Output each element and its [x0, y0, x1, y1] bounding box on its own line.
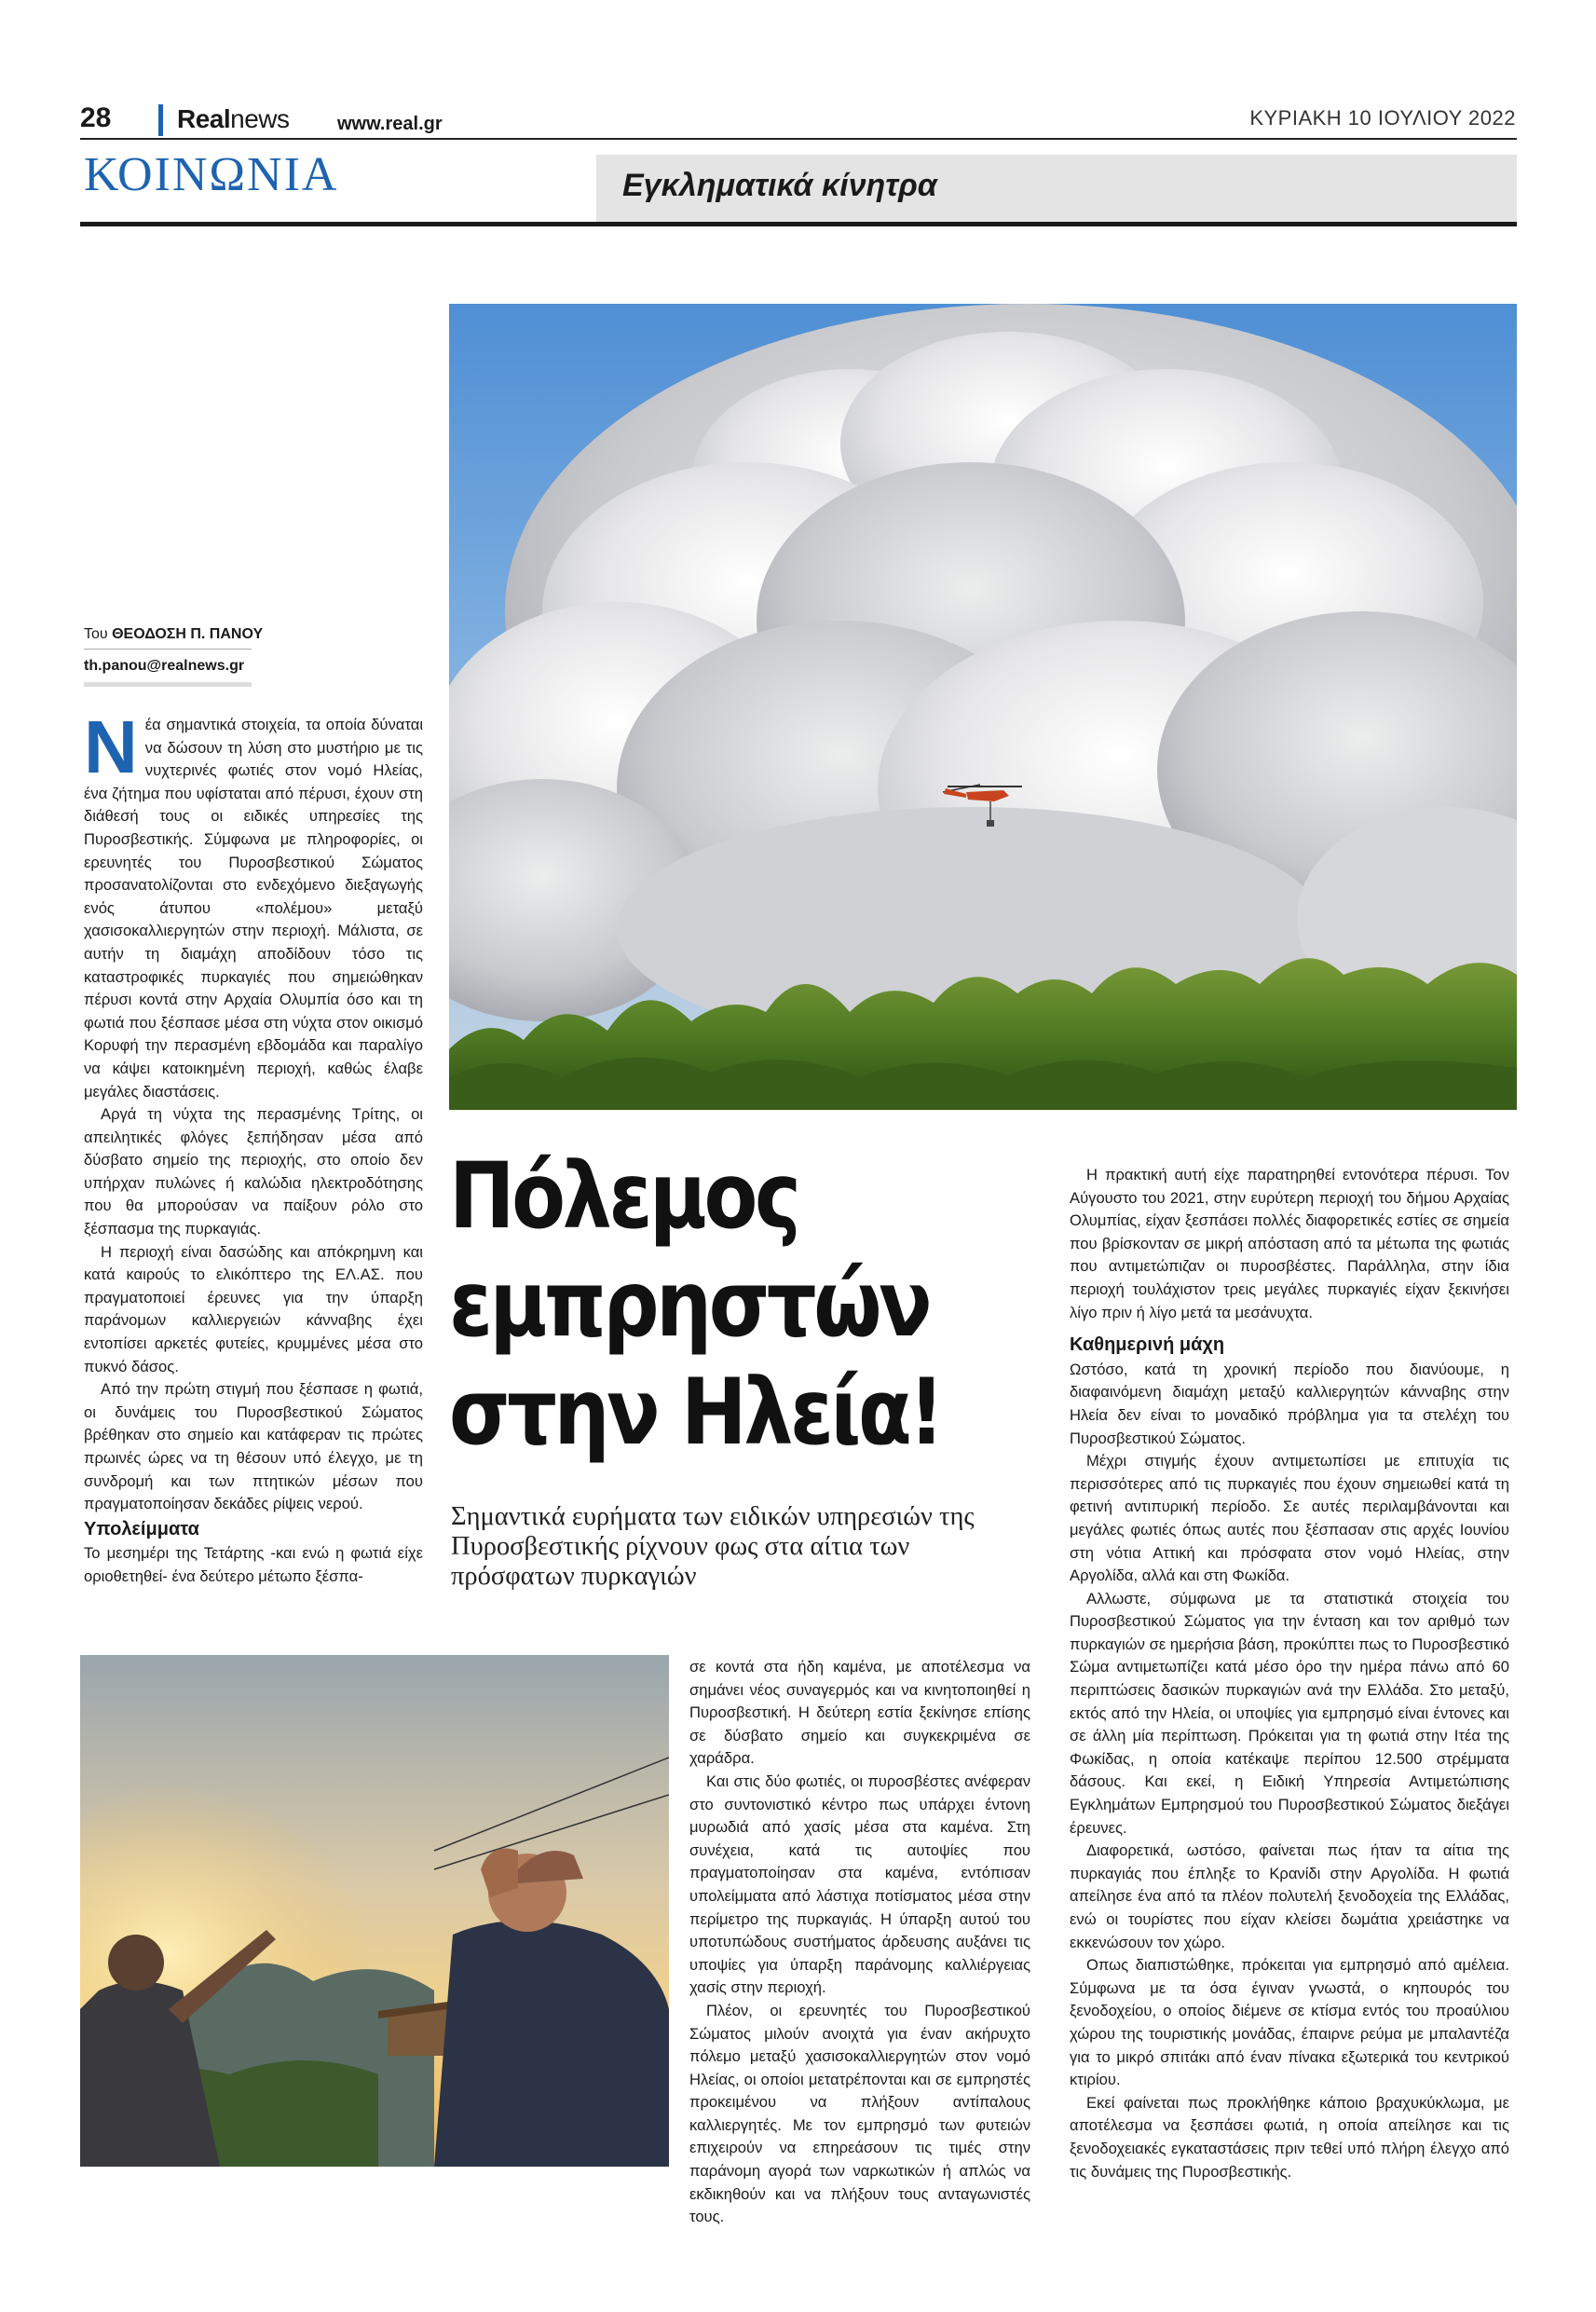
- paragraph: Αλλωστε, σύμφωνα με τα στατιστικά στοιχεία του Πυροσβεστικού Σώματος για την ένταση και τον αριθμό των πυρκαγιών σε ημερήσια βάση, προκύπτει πως το Πυροσβεστικό Σώμα αντιμετωπίζει κατά μέσο όρο την ημέρα πάνω από 60 περιπτώσεις δασικών πυρκαγιών ανά την Ελλάδα. Στο μεταξύ, εκτός από την Ηλεία, οι υποψίες για εμπρησμό είναι έντονες και σε άλλη μία περίπτωση. Πρόκειται για τη φωτιά στην Ιτέα της Φωκίδας, η οποία κατέκαψε περίπου 12.500 στρέμματα δάσους. Και εκεί, η Ειδική Υπηρεσία Αντιμετώπισης Εγκλημάτων Εμπρησμού του Πυροσβεστικού Σώματος διεξάγει έρευνες.: [1070, 1589, 1509, 1837]
- paragraph: Από την πρώτη στιγμή που ξέσπασε η φωτιά, οι δυνάμεις του Πυροσβεστικού Σώματος βρέθηκαν στο σημείο και κατάφεραν τις πρώτες πρωινές ώρες να τη θέσουν υπό έλεγχο, με τη συνδρομή και των πτητικών μέσων που πραγματοποίησαν δεκάδες ρίψεις νερού.: [84, 1380, 423, 1513]
- paragraph: Το μεσημέρι της Τετάρτης -και ενώ η φωτιά είχε οριοθετηθεί- ένα δεύτερο μέτωπο ξέσπα-: [84, 1544, 423, 1585]
- byline-name: ΘΕΟΔΟΣΗ Π. ΠΑΝΟΥ: [112, 626, 264, 642]
- topic-title: Εγκληματικά κίνητρα: [622, 168, 937, 203]
- header-bottom-rule: [80, 222, 1517, 226]
- article-column-1: [84, 705, 423, 1589]
- paragraph: Ωστόσο, κατά τη χρονική περίοδο που διανύουμε, η διαφαινόμενη διαμάχη μεταξύ καλλιεργητών κάνναβης στην Ηλεία δεν είναι το μοναδικό πρόβλημα για τα στελέχη του Πυροσβεστικού Σώματος.: [1070, 1360, 1509, 1447]
- paragraph: Μέχρι στιγμής έχουν αντιμετωπίσει με επιτυχία τις περισσότερες από τις πυρκαγιές που έχουν σημειωθεί κατά τη φετινή αντιπυρική περίοδο. Σε αυτές περιλαμβάνονται και μεγάλες φωτιές όπως αυτές που ξέσπασαν στις αρχές Ιουνίου στη νότια Αττική και πρόσφατα στον νομό Ηλείας, στην Αργολίδα, αλλά και στη Φωκίδα.: [1070, 1452, 1509, 1585]
- headline-line-1: Πόλεμος: [449, 1143, 798, 1250]
- subheading-daily-battle: Καθημερινή μάχη: [1070, 1334, 1225, 1356]
- article-column-4: [1070, 1164, 1509, 2183]
- lead-paragraph: [84, 705, 423, 1103]
- lead-text: έα σημαντικά στοιχεία, τα οποία δύναται να δώσουν τη λύση στο μυστήριο με τις νυχτερινές φωτιές στον νομό Ηλείας, ένα ζήτημα που υφίσταται από πέρυσι, έχουν στη διάθεσή τους οι ειδικές υπηρεσίες της Πυροσβεστικής. Σύμφωνα με πληροφορίες, οι ερευνητές του Πυροσβεστικού Σώματος προσανατολίζονται στο ενδεχόμενο διεξαγωγής ενός άτυπου «πολέμου» μεταξύ χασισοκαλλιεργητών στην περιοχή. Μάλιστα, σε αυτήν τη διαμάχη αποδίδουν τόσο τις καταστροφικές πυρκαγιές που σημειώθηκαν πέρυσι κοντά στην Αρχαία Ολυμπία όσο και τη φωτιά που ξέσπασε μέσα στη νύχτα στον οικισμό Κορυφή την περασμένη εβδομάδα και παραλίγο να κάψει κατοικημένη περιοχή, καθώς έλαβε μεγάλες διαστάσεις.: [84, 716, 423, 1101]
- issue-date: ΚΥΡΙΑΚΗ 10 ΙΟΥΛΙΟΥ 2022: [1249, 106, 1516, 130]
- section-title: ΚΟΙΝΩΝΙΑ: [84, 148, 339, 201]
- main-photo-smoke-helicopter: [449, 304, 1517, 1110]
- paragraph: Αργά τη νύχτα της περασμένης Τρίτης, οι απειλητικές φλόγες ξεπήδησαν μέσα από δύσβατο σημείο της περιοχής, στο οποίο δεν υπήρχαν πυλώνες ή καλώδια ηλεκτροδότησης που θα μπορούσαν να παίξουν ρόλο στο ξέσπασμα της πυρκαγιάς.: [84, 1105, 423, 1238]
- paragraph: Διαφορετικά, ωστόσο, φαίνεται πως ήταν τα αίτια της πυρκαγιάς που έπληξε το Κρανίδι στην Αργολίδα. Η φωτιά απείλησε ένα από τα πλέον πολυτελή ξενοδοχεία της Ελλάδας, ενώ οι τουρίστες που είχαν κλείσει δωμάτια χρειάστηκε να εκκενώσουν τον χώρο.: [1070, 1841, 1509, 1951]
- dropcap: Ν: [84, 705, 138, 788]
- header-rule: [80, 138, 1517, 140]
- site-url: www.real.gr: [337, 114, 443, 134]
- article-column-3: [689, 1656, 1030, 2229]
- byline-rule: [84, 649, 252, 650]
- paragraph: Οπως διαπιστώθηκε, πρόκειται για εμπρησμό από αμέλεια. Σύμφωνα με τα όσα έγιναν γνωστά, ο κηπουρός του ξενοδοχείου, ο οποίος διέμενε σε κτίσμα εντός του προαύλιου χώρου της τουριστικής μονάδας, έπαιρνε ρεύμα με μπαλαντέζα για το μικρό σπιτάκι από έναν πίνακα εξωτερικά του κεντρικού κτιρίου.: [1070, 1956, 1509, 2089]
- page-number: 28: [80, 103, 112, 133]
- byline-rule-bottom: [84, 682, 252, 687]
- brand-rest: news: [230, 104, 290, 133]
- headline: [449, 1142, 946, 1467]
- headline-line-3: στην Ηλεία!: [449, 1360, 942, 1466]
- headline-line-2: εμπρηστών: [449, 1252, 930, 1358]
- paragraph: σε κοντά στα ήδη καμένα, με αποτέλεσμα να σημάνει νέος συναγερμός και να κινητοποιηθεί η Πυροσβεστική. Η δεύτερη εστία ξεκίνησε επίσης σε δύσβατο σημείο και συγκεκριμένα σε χαράδρα.: [689, 1658, 1030, 1768]
- brand-logo: [177, 104, 290, 134]
- brand-bold: Real: [177, 104, 231, 133]
- secondary-photo-men-watching-fire: [80, 1655, 669, 2167]
- paragraph: Πλέον, οι ερευνητές του Πυροσβεστικού Σώματος μιλούν ανοιχτά για έναν ακήρυχτο πόλεμο μεταξύ χασισοκαλλιεργητών στον νομό Ηλείας, οι οποίοι μετατρέπονται και σε εμπρηστές προκειμένου να πλήξουν αντίπαλους καλλιεργητές. Με τον εμπρησμό των φυτειών επιχειρούν να επηρεάσουν τις τιμές στην παράνομη αγορά των ναρκωτικών ή απλώς να εκδικηθούν και να πλήξουν τους ανταγωνιστές τους.: [689, 2001, 1030, 2226]
- paragraph: Και στις δύο φωτιές, οι πυροσβέστες ανέφεραν στο συντονιστικό κέντρο πως υπάρχει έντονη μυρωδιά από χασίς μέσα στα καμένα. Στη συνέχεια, κατά τις αυτοψίες που πραγματοποίησαν στα καμένα, εντόπισαν υπολείμματα από λάστιχα ποτίσματος μέσα στην περίμετρο της πυρκαγιάς. Η ύπαρξη αυτού του υποτυπώδους συστήματος άρδευσης αυξάνει τις υποψίες για ύπαρξη παράνομης καλλιέργειας χασίς στην περιοχή.: [689, 1772, 1030, 1997]
- subheadline: Σημαντικά ευρήματα των ειδικών υπηρεσιών της Πυροσβεστικής ρίχνουν φως στα αίτια των πρόσφατων πυρκαγιών: [451, 1502, 975, 1591]
- byline-email: th.panou@realnews.gr: [84, 658, 245, 674]
- paragraph: Η πρακτική αυτή είχε παρατηρηθεί εντονότερα πέρυσι. Τον Αύγουστο του 2021, στην ευρύτερη περιοχή του δήμου Αρχαίας Ολυμπίας, είχαν ξεσπάσει πολλές διαφορετικές εστίες σε σημεία που βρίσκονταν σε μικρή απόσταση από τα μέτωπα της φωτιάς που αντιμετώπιζαν οι πυροσβέστες. Παράλληλα, στην ίδια περιοχή τουλάχιστον τρεις μεγάλες πυρκαγιές είχαν ξεκινήσει λίγο πριν ή λίγο μετά τα μεσάνυχτα.: [1070, 1166, 1509, 1321]
- subheading-remnants: Υπολείμματα: [84, 1518, 199, 1539]
- paragraph: Εκεί φαίνεται πως προκλήθηκε κάποιο βραχυκύκλωμα, με αποτέλεσμα να ξεσπάσει φωτιά, η οποία απείλησε και τις ξενοδοχειακές εγκαταστάσεις πριν τεθεί υπό πλήρη έλεγχο από τις δυνάμεις της Πυροσβεστικής.: [1070, 2093, 1509, 2181]
- byline-prefix: Του: [84, 626, 113, 642]
- paragraph: Η περιοχή είναι δασώδης και απόκρημνη και κατά καιρούς το ελικόπτερο της ΕΛ.ΑΣ. που πραγματοποιεί έρευνες για την ύπαρξη παράνομων καλλιεργειών κάνναβης έχει εντοπίσει αρκετές φυτείες, κρυμμένες μέσα στο πυκνό δάσος.: [84, 1242, 423, 1375]
- byline-author: [84, 626, 263, 643]
- page-number-divider: [158, 104, 163, 136]
